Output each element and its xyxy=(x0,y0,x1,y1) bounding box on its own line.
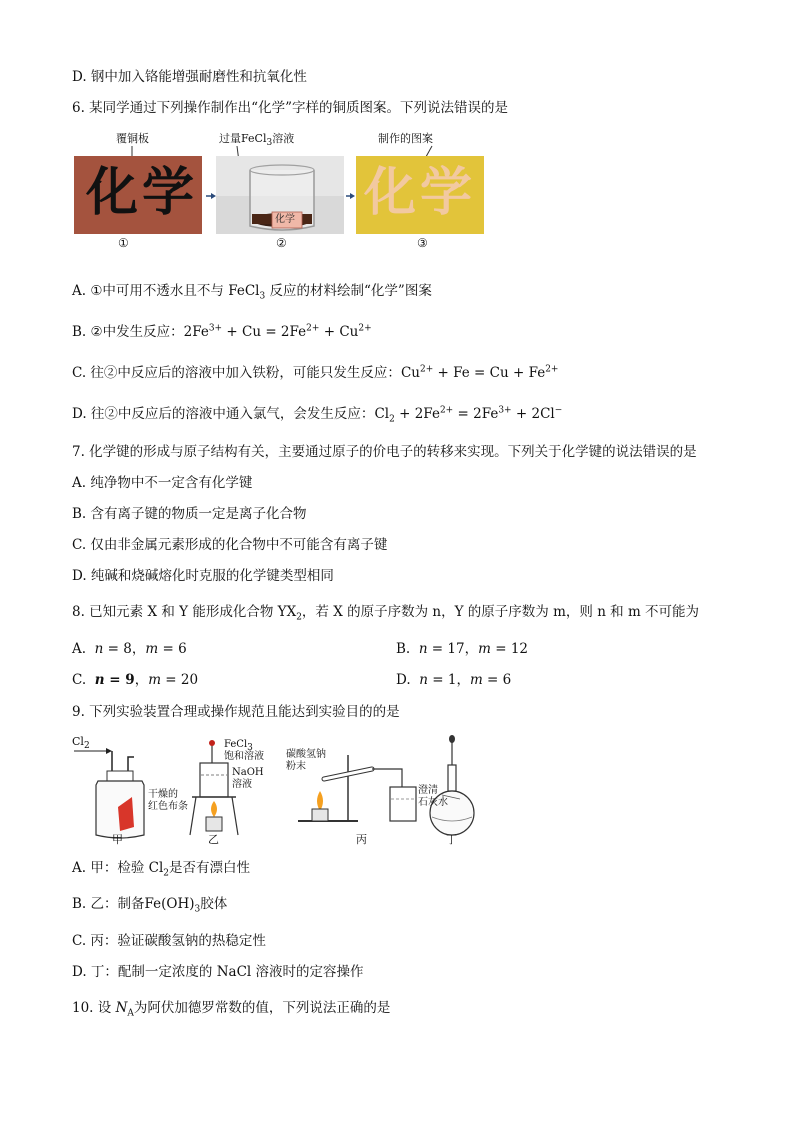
tag-text: 化学 xyxy=(275,214,295,225)
question-8-option-a: A. n = 8，m = 6 xyxy=(72,641,187,657)
label-limewater: 澄清 石灰水 xyxy=(418,785,448,808)
option-d-previous: D. 钢中加入铬能增强耐磨性和抗氧化性 xyxy=(72,69,307,85)
question-9-option-c: C. 丙：验证碳酸氢钠的热稳定性 xyxy=(72,933,266,949)
question-9-stem: 9. 下列实验装置合理或操作规范且能达到实验目的的是 xyxy=(72,704,400,720)
question-8-option-d: D. n = 1，m = 6 xyxy=(396,672,512,688)
question-9-figure xyxy=(72,735,502,845)
question-10-stem: 10. 设 $N_A$为阿伏加德罗常数的值，下列说法正确的是 xyxy=(72,1000,391,1019)
label-copper-board: 覆铜板 xyxy=(116,132,149,145)
question-7-option-d: D. 纯碱和烧碱熔化时克服的化学键类型相同 xyxy=(72,568,334,584)
question-6-figure xyxy=(72,130,492,252)
question-9-option-a: A. 甲：检验 $Cl_2$是否有漂白性 xyxy=(72,860,251,879)
label-bing: 丙 xyxy=(356,833,367,846)
label-pattern: 制作的图案 xyxy=(378,132,433,145)
label-fecl3: FeCl$_3$ 饱和溶液 xyxy=(224,739,264,762)
flame-bing xyxy=(317,791,323,811)
label-jia: 甲 xyxy=(112,833,123,846)
label-fecl3-solution: 过量FeCl$_3$溶液 xyxy=(219,132,295,149)
label-dry-cloth: 干燥的 红色布条 xyxy=(148,789,188,812)
figure-number-2: ② xyxy=(276,236,287,250)
question-7-option-c: C. 仅由非金属元素形成的化合物中不可能含有离子键 xyxy=(72,537,388,553)
beaker-yi xyxy=(200,763,228,797)
pattern-text: 化学 xyxy=(364,162,477,223)
limewater-beaker xyxy=(390,787,416,821)
figure-number-3: ③ xyxy=(417,236,428,250)
question-7-stem: 7. 化学键的形成与原子结构有关，主要通过原子的价电子的转移来实现。下列关于化学键的说法错误的是 xyxy=(72,444,697,460)
question-6-option-b: B. ②中发生反应：$2Fe^{3+} + Cu = 2Fe^{2+} + Cu^{2+}$ xyxy=(72,323,372,340)
figure-number-1: ① xyxy=(118,236,129,250)
question-8-stem: 8. 已知元素 X 和 Y 能形成化合物 $YX_2$，若 X 的原子序数为 n，Y 的原子序数为 m，则 n 和 m 不可能为 xyxy=(72,604,700,623)
label-nahco3: 碳酸氢钠 粉末 xyxy=(286,749,326,772)
question-7-option-b: B. 含有离子键的物质一定是离子化合物 xyxy=(72,506,307,522)
question-8-option-b: B. n = 17，m = 12 xyxy=(396,641,529,657)
question-6-stem: 6. 某同学通过下列操作制作出“化学”字样的铜质图案。下列说法错误的是 xyxy=(72,100,508,116)
label-ding: 丁 xyxy=(446,833,457,846)
question-6-option-d: D. 往②中反应后的溶液中通入氯气，会发生反应：$Cl_2 + 2Fe^{2+} = 2Fe^{3+} + 2Cl^-$ xyxy=(72,405,563,425)
question-6-option-c: C. 往②中反应后的溶液中加入铁粉，可能只发生反应：$Cu^{2+} + Fe = Cu + Fe^{2+}$ xyxy=(72,364,559,381)
question-9-option-d: D. 丁：配制一定浓度的 NaCl 溶液时的定容操作 xyxy=(72,964,364,980)
label-yi: 乙 xyxy=(208,833,219,846)
board-text: 化学 xyxy=(86,162,199,223)
label-naoh: NaOH 溶液 xyxy=(232,767,264,790)
question-9-option-b: B. 乙：制备$Fe(OH)_3$胶体 xyxy=(72,896,228,915)
label-cl2: $Cl_2$ xyxy=(72,735,90,752)
flame-yi xyxy=(211,801,217,817)
question-8-option-c: C. n = 9，m = 20 xyxy=(72,672,199,688)
question-7-option-a: A. 纯净物中不一定含有化学键 xyxy=(72,475,253,491)
question-6-option-a: A. ①中可用不透水且不与 FeCl$_3$ 反应的材料绘制“化学”图案 xyxy=(72,283,432,302)
